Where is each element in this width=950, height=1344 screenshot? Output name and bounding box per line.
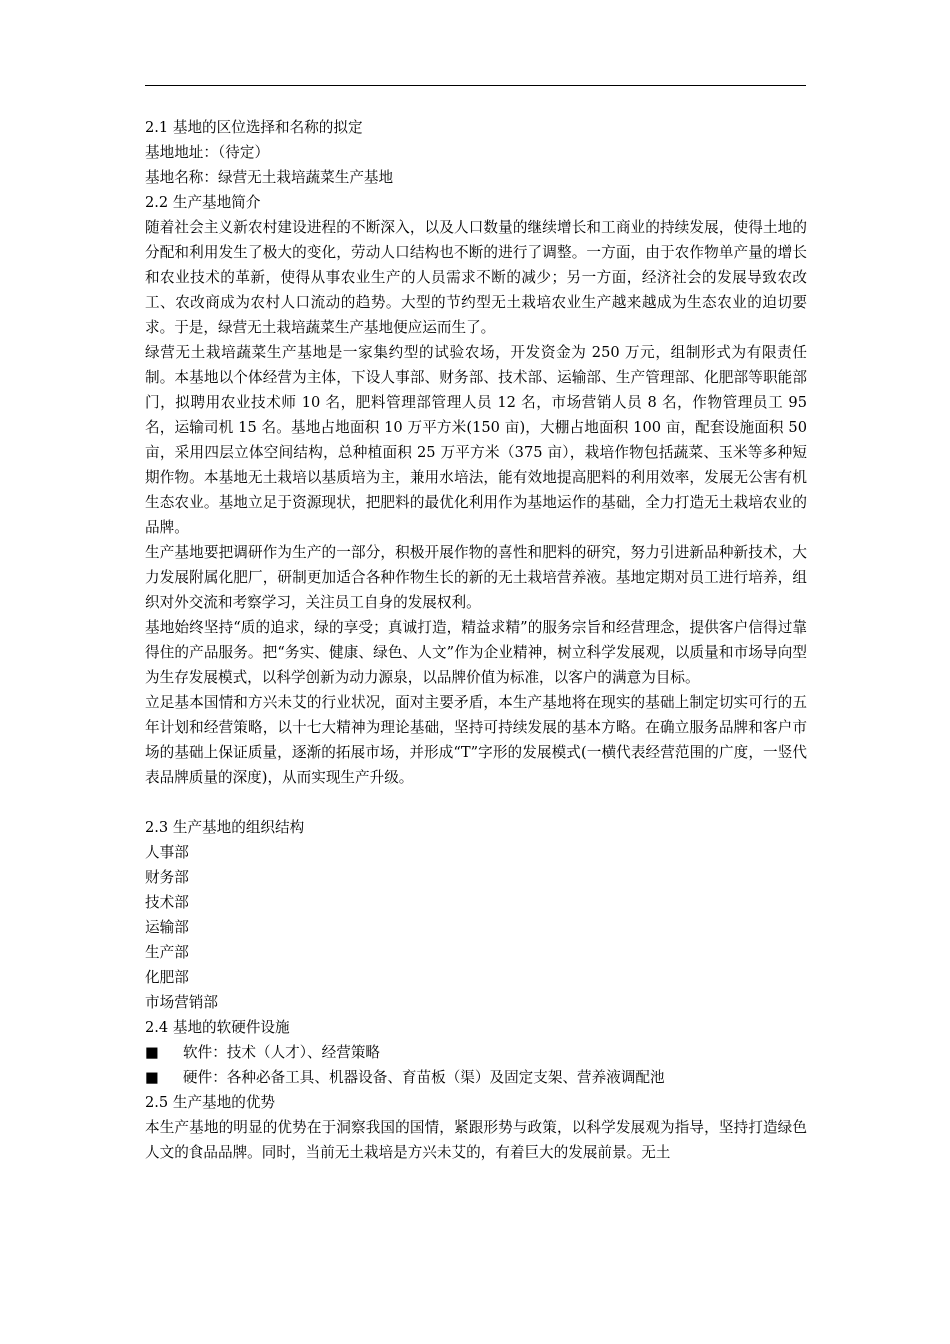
blank-line [145,790,807,815]
department-item: 市场营销部 [145,994,218,1011]
department-item: 人事部 [145,844,189,861]
document-body [145,115,807,1165]
intro-paragraph: 立足基本国情和方兴未艾的行业状况，面对主要矛盾，本生产基地将在现实的基础上制定切实可行的五年计划和经营策略，以十七大精神为理论基础，坚持可持续发展的基本方略。在确立服务品牌和客户市场的基础上保证质量，逐渐的拓展市场，并形成“T”字形的发展模式(一横代表经营范围的广度，一竖代表品牌质量的深度)，从而实现生产升级。 [145,694,807,786]
department-item: 生产部 [145,944,189,961]
department-item: 技术部 [145,894,189,911]
facility-text: 软件：技术（人才）、经营策略 [183,1044,381,1061]
intro-paragraph: 绿营无土栽培蔬菜生产基地是一家集约型的试验农场，开发资金为 250 万元，组制形式为有限责任制。本基地以个体经营为主体，下设人事部、财务部、技术部、运输部、生产管理部、化肥部等职能部门，拟聘用农业技术师 10 名，肥料管理部管理人员 12 名，市场营销人员 8 名，作物管理员工 95 名，运输司机 15 名。基地占地面积 10 万平方米(150 亩)，大棚占地面积 100 亩，配套设施面积 50 亩，采用四层立体空间结构，总种植面积 25 万平方米（375 亩），栽培作物包括蔬菜、玉米等多种短期作物。本基地无土栽培以基质培为主，兼用水培法，能有效地提高肥料的利用效率，发展无公害有机生态农业。基地立足于资源现状，把肥料的最优化利用作为基地运作的基础，全力打造无土栽培农业的品牌。 [145,344,807,536]
advantage-paragraph: 本生产基地的明显的优势在于洞察我国的国情，紧跟形势与政策，以科学发展观为指导，坚持打造绿色人文的食品品牌。同时，当前无土栽培是方兴未艾的，有着巨大的发展前景。无土 [145,1119,807,1161]
intro-paragraph: 基地始终坚持“质的追求，绿的享受；真诚打造，精益求精”的服务宗旨和经营理念，提供客户信得过靠得住的产品服务。把“务实、健康、绿色、人文”作为企业精神，树立科学发展观，以质量和市场导向型为生存发展模式，以科学创新为动力源泉，以品牌价值为标准，以客户的满意为目标。 [145,619,807,686]
square-bullet-icon: ■ [145,1069,159,1086]
facility-item [145,1065,807,1090]
department-item: 运输部 [145,919,189,936]
department-item: 化肥部 [145,969,189,986]
section-heading-2-3: 2.3 生产基地的组织结构 [145,819,305,836]
header-rule [145,85,806,86]
section-heading-2-2: 2.2 生产基地简介 [145,194,261,211]
intro-paragraph: 随着社会主义新农村建设进程的不断深入，以及人口数量的继续增长和工商业的持续发展，使得土地的分配和利用发生了极大的变化，劳动人口结构也不断的进行了调整。一方面，由于农作物单产量的增长和农业技术的革新，使得从事农业生产的人员需求不断的减少；另一方面，经济社会的发展导致农改工、农改商成为农村人口流动的趋势。大型的节约型无土栽培农业生产越来越成为生态农业的迫切要求。于是，绿营无土栽培蔬菜生产基地便应运而生了。 [145,219,807,336]
section-heading-2-1: 2.1 基地的区位选择和名称的拟定 [145,119,363,136]
department-item: 财务部 [145,869,189,886]
address-line: 基地地址：（待定） [145,144,270,161]
facility-item [145,1040,807,1065]
intro-paragraph: 生产基地要把调研作为生产的一部分，积极开展作物的喜性和肥料的研究，努力引进新品种新技术，大力发展附属化肥厂，研制更加适合各种作物生长的新的无土栽培营养液。基地定期对员工进行培养，组织对外交流和考察学习，关注员工自身的发展权利。 [145,544,807,611]
square-bullet-icon: ■ [145,1044,159,1061]
section-heading-2-5: 2.5 生产基地的优势 [145,1094,276,1111]
section-heading-2-4: 2.4 基地的软硬件设施 [145,1019,290,1036]
name-line: 基地名称：绿营无土栽培蔬菜生产基地 [145,169,394,186]
facility-text: 硬件：各种必备工具、机器设备、育苗板（渠）及固定支架、营养液调配池 [183,1069,665,1086]
